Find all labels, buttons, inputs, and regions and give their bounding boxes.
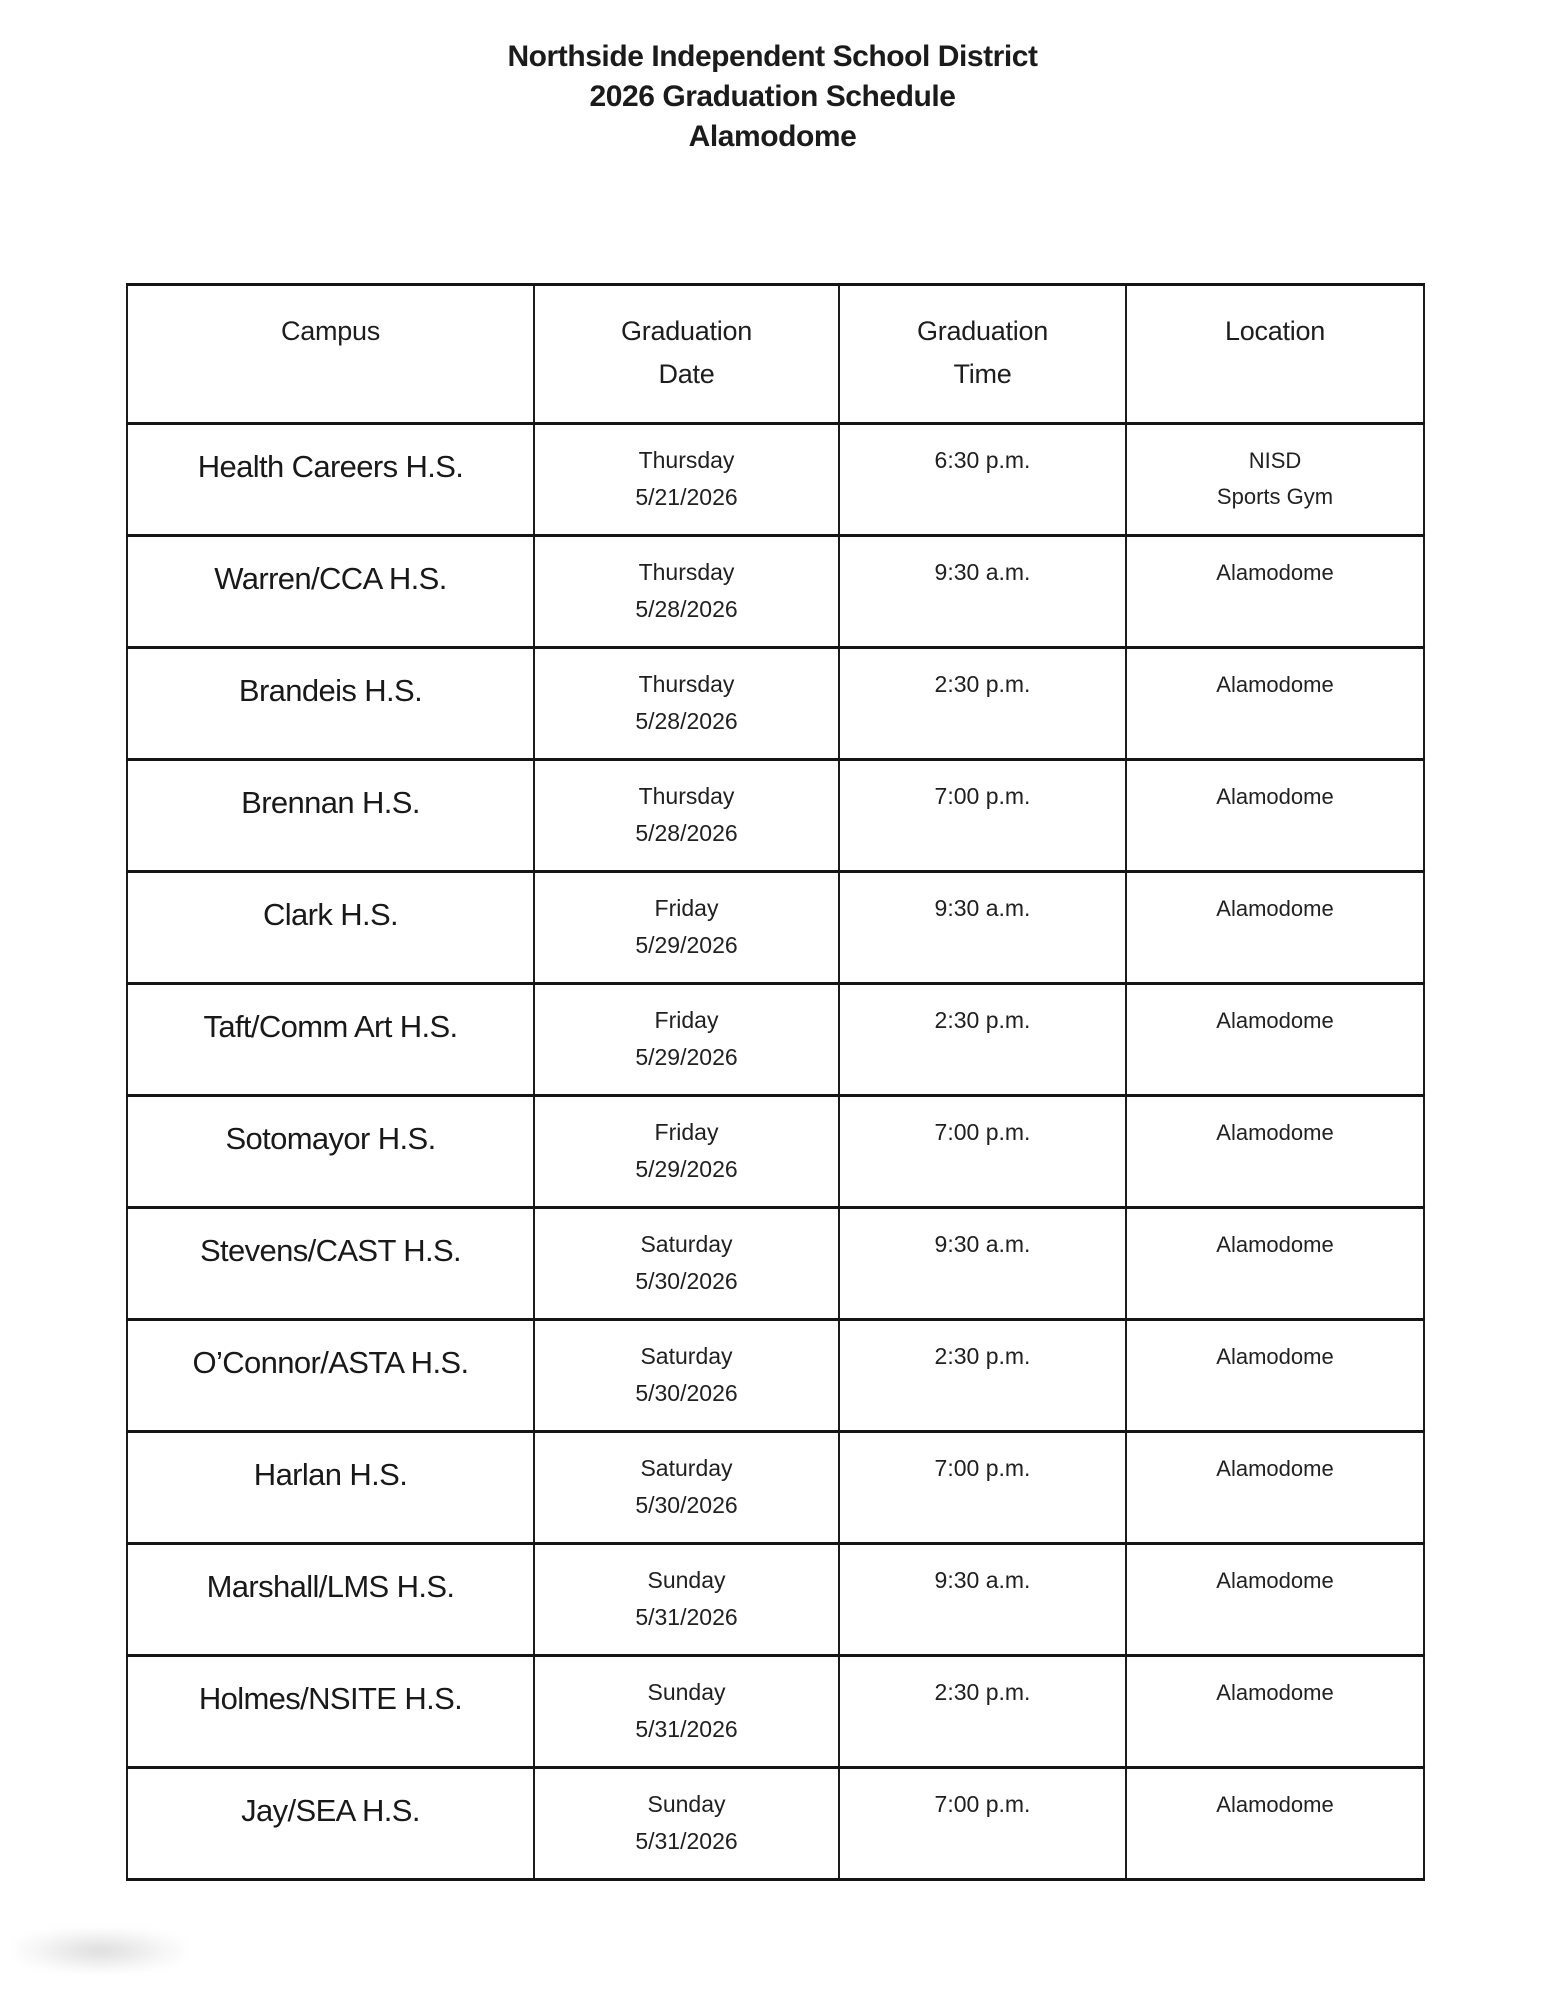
table-row [127, 1320, 1424, 1432]
date-cell [534, 872, 839, 984]
time-cell: 2:30 p.m. [839, 1656, 1126, 1768]
time-cell: 9:30 a.m. [839, 536, 1126, 648]
header-line: Graduation [917, 316, 1048, 346]
date-cell [534, 1320, 839, 1432]
date-day: Sunday [647, 1791, 726, 1817]
venue-title: Alamodome [688, 120, 857, 153]
campus-cell: Jay/SEA H.S. [127, 1768, 534, 1880]
time-cell: 9:30 a.m. [839, 1544, 1126, 1656]
date-day: Friday [654, 1007, 719, 1033]
location-cell [1126, 760, 1424, 872]
date-value: 5/30/2026 [635, 1380, 738, 1406]
date-cell [534, 1096, 839, 1208]
campus-cell: Marshall/LMS H.S. [127, 1544, 534, 1656]
campus-cell: Harlan H.S. [127, 1432, 534, 1544]
campus-cell: Clark H.S. [127, 872, 534, 984]
date-cell [534, 424, 839, 536]
table-row [127, 984, 1424, 1096]
date-value: 5/21/2026 [635, 484, 738, 510]
campus-cell: Stevens/CAST H.S. [127, 1208, 534, 1320]
campus-cell: O’Connor/ASTA H.S. [127, 1320, 534, 1432]
location-cell [1126, 872, 1424, 984]
location-cell [1126, 536, 1424, 648]
date-cell [534, 984, 839, 1096]
date-day: Friday [654, 1119, 719, 1145]
column-header-graduation-date [534, 285, 839, 424]
campus-cell: Brandeis H.S. [127, 648, 534, 760]
location-line: Sports Gym [1216, 484, 1334, 509]
location-cell [1126, 1656, 1424, 1768]
column-header-graduation-time [839, 285, 1126, 424]
location-line: Alamodome [1216, 672, 1334, 697]
location-cell [1126, 984, 1424, 1096]
location-line: Alamodome [1216, 896, 1334, 921]
table-row [127, 1656, 1424, 1768]
document-title-block [0, 0, 1545, 157]
header-line: Graduation [621, 316, 752, 346]
date-cell [534, 1208, 839, 1320]
date-value: 5/30/2026 [635, 1268, 738, 1294]
date-day: Saturday [640, 1455, 733, 1481]
date-cell [534, 1544, 839, 1656]
date-cell [534, 648, 839, 760]
header-line: Campus [281, 316, 380, 346]
location-line: Alamodome [1216, 1680, 1334, 1705]
date-value: 5/29/2026 [635, 932, 738, 958]
time-cell: 2:30 p.m. [839, 1320, 1126, 1432]
campus-cell: Brennan H.S. [127, 760, 534, 872]
location-line: Alamodome [1216, 1344, 1334, 1369]
location-cell [1126, 1544, 1424, 1656]
campus-cell: Health Careers H.S. [127, 424, 534, 536]
location-line: Alamodome [1216, 784, 1334, 809]
time-cell: 2:30 p.m. [839, 984, 1126, 1096]
location-line: NISD [1248, 448, 1302, 473]
date-day: Sunday [647, 1567, 726, 1593]
time-cell: 7:00 p.m. [839, 1768, 1126, 1880]
date-cell [534, 536, 839, 648]
header-row [127, 285, 1424, 424]
table-row [127, 536, 1424, 648]
table-row [127, 1432, 1424, 1544]
location-cell [1126, 1208, 1424, 1320]
date-day: Saturday [640, 1343, 733, 1369]
time-cell: 7:00 p.m. [839, 1096, 1126, 1208]
date-day: Thursday [638, 783, 735, 809]
date-day: Thursday [638, 559, 735, 585]
header-line: Location [1225, 316, 1325, 346]
date-value: 5/31/2026 [635, 1828, 738, 1854]
time-cell: 7:00 p.m. [839, 760, 1126, 872]
table-row [127, 1208, 1424, 1320]
location-line: Alamodome [1216, 1232, 1334, 1257]
date-value: 5/29/2026 [635, 1156, 738, 1182]
time-cell: 6:30 p.m. [839, 424, 1126, 536]
time-cell: 9:30 a.m. [839, 872, 1126, 984]
table-row [127, 424, 1424, 536]
date-value: 5/28/2026 [635, 596, 738, 622]
date-cell [534, 760, 839, 872]
header-line: Date [658, 359, 715, 389]
time-cell: 9:30 a.m. [839, 1208, 1126, 1320]
location-line: Alamodome [1216, 560, 1334, 585]
location-cell [1126, 1320, 1424, 1432]
date-value: 5/28/2026 [635, 820, 738, 846]
column-header-campus [127, 285, 534, 424]
table-row [127, 1096, 1424, 1208]
date-day: Saturday [640, 1231, 733, 1257]
campus-cell: Taft/Comm Art H.S. [127, 984, 534, 1096]
location-line: Alamodome [1216, 1120, 1334, 1145]
date-value: 5/28/2026 [635, 708, 738, 734]
header-line: Time [953, 359, 1012, 389]
location-cell [1126, 1096, 1424, 1208]
scan-artifact-smudge [15, 1928, 185, 1973]
graduation-schedule-table [126, 283, 1425, 1881]
location-line: Alamodome [1216, 1568, 1334, 1593]
date-day: Friday [654, 895, 719, 921]
date-day: Thursday [638, 447, 735, 473]
campus-cell: Warren/CCA H.S. [127, 536, 534, 648]
district-title: Northside Independent School District [507, 40, 1038, 73]
date-value: 5/31/2026 [635, 1604, 738, 1630]
location-cell [1126, 1432, 1424, 1544]
location-cell [1126, 1768, 1424, 1880]
location-cell [1126, 424, 1424, 536]
campus-cell: Sotomayor H.S. [127, 1096, 534, 1208]
table-row [127, 872, 1424, 984]
location-line: Alamodome [1216, 1456, 1334, 1481]
location-line: Alamodome [1216, 1008, 1334, 1033]
schedule-title: 2026 Graduation Schedule [589, 80, 956, 113]
location-line: Alamodome [1216, 1792, 1334, 1817]
column-header-location [1126, 285, 1424, 424]
campus-cell: Holmes/NSITE H.S. [127, 1656, 534, 1768]
table-row [127, 1768, 1424, 1880]
date-cell [534, 1656, 839, 1768]
date-day: Thursday [638, 671, 735, 697]
date-value: 5/30/2026 [635, 1492, 738, 1518]
date-cell [534, 1768, 839, 1880]
table-row [127, 1544, 1424, 1656]
table-row [127, 648, 1424, 760]
date-value: 5/29/2026 [635, 1044, 738, 1070]
table-row [127, 760, 1424, 872]
date-day: Sunday [647, 1679, 726, 1705]
date-cell [534, 1432, 839, 1544]
location-cell [1126, 648, 1424, 760]
time-cell: 2:30 p.m. [839, 648, 1126, 760]
date-value: 5/31/2026 [635, 1716, 738, 1742]
time-cell: 7:00 p.m. [839, 1432, 1126, 1544]
